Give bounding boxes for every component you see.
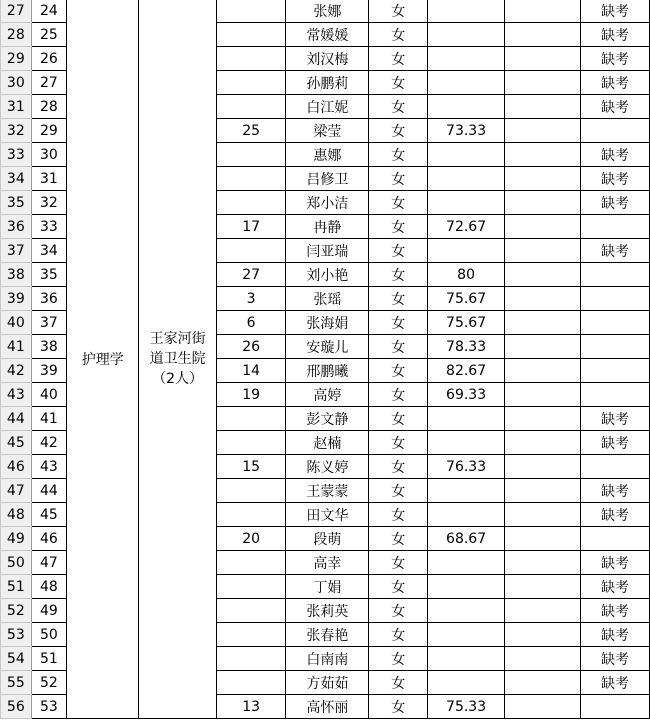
cell-number[interactable]: 29: [31, 119, 67, 143]
cell-note[interactable]: [581, 311, 650, 335]
unit-cell[interactable]: [139, 0, 216, 719]
cell-seq[interactable]: 26: [216, 335, 286, 359]
cell-name[interactable]: 孙鹏莉: [286, 71, 369, 95]
row-header[interactable]: 27: [1, 0, 32, 23]
cell-note[interactable]: 缺考: [581, 23, 650, 47]
cell-note[interactable]: 缺考: [581, 479, 650, 503]
cell-rank[interactable]: [505, 455, 581, 479]
table-row: [1, 0, 650, 23]
unit-line: （2人）: [152, 370, 204, 387]
cell-gender[interactable]: 女: [369, 479, 428, 503]
cell-name[interactable]: 惠娜: [286, 143, 369, 167]
row-header[interactable]: 43: [1, 383, 32, 407]
cell-gender[interactable]: 女: [369, 623, 428, 647]
cell-number[interactable]: 46: [31, 527, 67, 551]
cell-number[interactable]: 26: [31, 47, 67, 71]
cell-rank[interactable]: [505, 599, 581, 623]
cell-name[interactable]: 丁娟: [286, 575, 369, 599]
cell-note[interactable]: [581, 359, 650, 383]
row-header[interactable]: 36: [1, 215, 32, 239]
cell-rank[interactable]: [505, 239, 581, 263]
cell-score[interactable]: [428, 503, 505, 527]
cell-gender[interactable]: 女: [369, 647, 428, 671]
cell-number[interactable]: 40: [31, 383, 67, 407]
cell-name[interactable]: 梁莹: [286, 119, 369, 143]
cell-gender[interactable]: 女: [369, 47, 428, 71]
cell-score[interactable]: [428, 71, 505, 95]
cell-gender[interactable]: 女: [369, 575, 428, 599]
cell-number[interactable]: 31: [31, 167, 67, 191]
cell-name[interactable]: 白江妮: [286, 95, 369, 119]
cell-name[interactable]: 方茹茹: [286, 671, 369, 695]
cell-number[interactable]: 41: [31, 407, 67, 431]
cell-note[interactable]: 缺考: [581, 599, 650, 623]
cell-seq[interactable]: [216, 623, 286, 647]
cell-seq[interactable]: 20: [216, 527, 286, 551]
cell-number[interactable]: 52: [31, 671, 67, 695]
cell-rank[interactable]: [505, 167, 581, 191]
cell-score[interactable]: [428, 239, 505, 263]
cell-seq[interactable]: [216, 47, 286, 71]
cell-name[interactable]: 王蒙蒙: [286, 479, 369, 503]
cell-note[interactable]: 缺考: [581, 647, 650, 671]
cell-note[interactable]: 缺考: [581, 143, 650, 167]
cell-score[interactable]: [428, 47, 505, 71]
cell-score[interactable]: [428, 599, 505, 623]
cell-note[interactable]: [581, 695, 650, 719]
cell-seq[interactable]: 6: [216, 311, 286, 335]
cell-rank[interactable]: [505, 119, 581, 143]
cell-name[interactable]: 高幸: [286, 551, 369, 575]
cell-number[interactable]: 37: [31, 311, 67, 335]
cell-number[interactable]: 32: [31, 191, 67, 215]
cell-rank[interactable]: [505, 215, 581, 239]
cell-score[interactable]: [428, 143, 505, 167]
row-header[interactable]: 50: [1, 551, 32, 575]
cell-rank[interactable]: [505, 407, 581, 431]
cell-seq[interactable]: [216, 479, 286, 503]
cell-gender[interactable]: 女: [369, 287, 428, 311]
row-header[interactable]: 56: [1, 695, 32, 719]
cell-gender[interactable]: 女: [369, 119, 428, 143]
cell-gender[interactable]: 女: [369, 503, 428, 527]
cell-seq[interactable]: 25: [216, 119, 286, 143]
row-header[interactable]: 38: [1, 263, 32, 287]
row-header[interactable]: 39: [1, 287, 32, 311]
cell-rank[interactable]: [505, 695, 581, 719]
cell-name[interactable]: 刘汉梅: [286, 47, 369, 71]
cell-note[interactable]: [581, 263, 650, 287]
cell-name[interactable]: 张瑶: [286, 287, 369, 311]
cell-score[interactable]: 75.67: [428, 287, 505, 311]
row-header[interactable]: 33: [1, 143, 32, 167]
cell-number[interactable]: 30: [31, 143, 67, 167]
cell-gender[interactable]: 女: [369, 551, 428, 575]
cell-number[interactable]: 43: [31, 455, 67, 479]
cell-rank[interactable]: [505, 671, 581, 695]
cell-number[interactable]: 53: [31, 695, 67, 719]
major-cell[interactable]: 护理学: [67, 0, 139, 719]
cell-number[interactable]: 25: [31, 23, 67, 47]
cell-note[interactable]: 缺考: [581, 71, 650, 95]
cell-name[interactable]: 白南南: [286, 647, 369, 671]
cell-rank[interactable]: [505, 191, 581, 215]
cell-name[interactable]: 张莉英: [286, 599, 369, 623]
cell-seq[interactable]: 19: [216, 383, 286, 407]
cell-gender[interactable]: 女: [369, 695, 428, 719]
cell-name[interactable]: 张春艳: [286, 623, 369, 647]
cell-score[interactable]: 75.67: [428, 311, 505, 335]
cell-number[interactable]: 36: [31, 287, 67, 311]
cell-number[interactable]: 45: [31, 503, 67, 527]
cell-note[interactable]: 缺考: [581, 0, 650, 23]
cell-seq[interactable]: [216, 503, 286, 527]
cell-name[interactable]: 安璇儿: [286, 335, 369, 359]
cell-seq[interactable]: 13: [216, 695, 286, 719]
cell-gender[interactable]: 女: [369, 143, 428, 167]
cell-seq[interactable]: 27: [216, 263, 286, 287]
cell-gender[interactable]: 女: [369, 239, 428, 263]
row-header[interactable]: 45: [1, 431, 32, 455]
row-header[interactable]: 46: [1, 455, 32, 479]
cell-rank[interactable]: [505, 47, 581, 71]
cell-note[interactable]: [581, 455, 650, 479]
cell-seq[interactable]: [216, 0, 286, 23]
cell-rank[interactable]: [505, 503, 581, 527]
cell-rank[interactable]: [505, 311, 581, 335]
cell-gender[interactable]: 女: [369, 263, 428, 287]
cell-name[interactable]: 冉静: [286, 215, 369, 239]
cell-gender[interactable]: 女: [369, 71, 428, 95]
cell-note[interactable]: 缺考: [581, 95, 650, 119]
cell-gender[interactable]: 女: [369, 383, 428, 407]
cell-name[interactable]: 邢鹏曦: [286, 359, 369, 383]
cell-note[interactable]: 缺考: [581, 575, 650, 599]
cell-gender[interactable]: 女: [369, 215, 428, 239]
cell-number[interactable]: 35: [31, 263, 67, 287]
row-header[interactable]: 29: [1, 47, 32, 71]
cell-name[interactable]: 郑小洁: [286, 191, 369, 215]
cell-note[interactable]: [581, 215, 650, 239]
cell-seq[interactable]: [216, 575, 286, 599]
cell-note[interactable]: [581, 527, 650, 551]
cell-name[interactable]: 田文华: [286, 503, 369, 527]
cell-rank[interactable]: [505, 623, 581, 647]
cell-note[interactable]: 缺考: [581, 239, 650, 263]
cell-gender[interactable]: 女: [369, 167, 428, 191]
cell-seq[interactable]: 14: [216, 359, 286, 383]
cell-number[interactable]: 51: [31, 647, 67, 671]
cell-rank[interactable]: [505, 575, 581, 599]
cell-gender[interactable]: 女: [369, 527, 428, 551]
cell-note[interactable]: 缺考: [581, 671, 650, 695]
unit-line: 道卫生院: [149, 350, 206, 367]
cell-note[interactable]: 缺考: [581, 407, 650, 431]
cell-score[interactable]: [428, 95, 505, 119]
cell-rank[interactable]: [505, 383, 581, 407]
cell-number[interactable]: 28: [31, 95, 67, 119]
cell-note[interactable]: [581, 335, 650, 359]
cell-rank[interactable]: [505, 335, 581, 359]
cell-number[interactable]: 42: [31, 431, 67, 455]
cell-rank[interactable]: [505, 479, 581, 503]
cell-score[interactable]: 69.33: [428, 383, 505, 407]
cell-seq[interactable]: [216, 407, 286, 431]
cell-rank[interactable]: [505, 287, 581, 311]
cell-name[interactable]: 闫亚瑞: [286, 239, 369, 263]
cell-name[interactable]: 彭文静: [286, 407, 369, 431]
row-header[interactable]: 35: [1, 191, 32, 215]
row-header[interactable]: 31: [1, 95, 32, 119]
cell-rank[interactable]: [505, 431, 581, 455]
cell-note[interactable]: 缺考: [581, 551, 650, 575]
cell-number[interactable]: 50: [31, 623, 67, 647]
cell-seq[interactable]: [216, 95, 286, 119]
row-header[interactable]: 34: [1, 167, 32, 191]
cell-seq[interactable]: [216, 191, 286, 215]
cell-seq[interactable]: [216, 143, 286, 167]
cell-seq[interactable]: [216, 239, 286, 263]
row-header[interactable]: 28: [1, 23, 32, 47]
cell-score[interactable]: 72.67: [428, 215, 505, 239]
cell-score[interactable]: 78.33: [428, 335, 505, 359]
table-body: [1, 0, 650, 719]
cell-name[interactable]: 吕修卫: [286, 167, 369, 191]
cell-gender[interactable]: 女: [369, 23, 428, 47]
cell-note[interactable]: 缺考: [581, 623, 650, 647]
cell-score[interactable]: [428, 407, 505, 431]
cell-seq[interactable]: 15: [216, 455, 286, 479]
row-header[interactable]: 48: [1, 503, 32, 527]
row-header[interactable]: 51: [1, 575, 32, 599]
cell-score[interactable]: [428, 671, 505, 695]
row-header[interactable]: 53: [1, 623, 32, 647]
cell-number[interactable]: 48: [31, 575, 67, 599]
cell-note[interactable]: [581, 119, 650, 143]
cell-score[interactable]: [428, 167, 505, 191]
cell-name[interactable]: 赵楠: [286, 431, 369, 455]
cell-score[interactable]: 76.33: [428, 455, 505, 479]
cell-score[interactable]: 80: [428, 263, 505, 287]
cell-score[interactable]: [428, 431, 505, 455]
cell-score[interactable]: 75.33: [428, 695, 505, 719]
cell-seq[interactable]: [216, 599, 286, 623]
cell-name[interactable]: 刘小艳: [286, 263, 369, 287]
cell-note[interactable]: 缺考: [581, 167, 650, 191]
cell-gender[interactable]: 女: [369, 0, 428, 23]
cell-name[interactable]: 高怀丽: [286, 695, 369, 719]
cell-number[interactable]: 49: [31, 599, 67, 623]
cell-seq[interactable]: [216, 431, 286, 455]
cell-rank[interactable]: [505, 263, 581, 287]
cell-rank[interactable]: [505, 527, 581, 551]
cell-score[interactable]: [428, 647, 505, 671]
row-header[interactable]: 42: [1, 359, 32, 383]
row-header[interactable]: 55: [1, 671, 32, 695]
cell-gender[interactable]: 女: [369, 311, 428, 335]
cell-score[interactable]: [428, 23, 505, 47]
cell-number[interactable]: 39: [31, 359, 67, 383]
cell-note[interactable]: 缺考: [581, 191, 650, 215]
cell-rank[interactable]: [505, 359, 581, 383]
cell-score[interactable]: [428, 551, 505, 575]
row-header[interactable]: 47: [1, 479, 32, 503]
cell-rank[interactable]: [505, 0, 581, 23]
row-header[interactable]: 40: [1, 311, 32, 335]
cell-name[interactable]: 张海娟: [286, 311, 369, 335]
cell-number[interactable]: 33: [31, 215, 67, 239]
row-header[interactable]: 41: [1, 335, 32, 359]
cell-note[interactable]: 缺考: [581, 431, 650, 455]
cell-seq[interactable]: [216, 167, 286, 191]
cell-number[interactable]: 34: [31, 239, 67, 263]
row-header[interactable]: 44: [1, 407, 32, 431]
cell-score[interactable]: [428, 479, 505, 503]
cell-gender[interactable]: 女: [369, 431, 428, 455]
cell-gender[interactable]: 女: [369, 671, 428, 695]
cell-name[interactable]: 高婷: [286, 383, 369, 407]
cell-seq[interactable]: [216, 671, 286, 695]
cell-score[interactable]: 82.67: [428, 359, 505, 383]
cell-seq[interactable]: 3: [216, 287, 286, 311]
cell-seq[interactable]: [216, 551, 286, 575]
cell-seq[interactable]: [216, 71, 286, 95]
cell-note[interactable]: 缺考: [581, 503, 650, 527]
cell-number[interactable]: 27: [31, 71, 67, 95]
cell-number[interactable]: 44: [31, 479, 67, 503]
cell-number[interactable]: 38: [31, 335, 67, 359]
cell-score[interactable]: [428, 0, 505, 23]
cell-name[interactable]: 段萌: [286, 527, 369, 551]
cell-score[interactable]: 73.33: [428, 119, 505, 143]
cell-name[interactable]: 张娜: [286, 0, 369, 23]
cell-number[interactable]: 47: [31, 551, 67, 575]
cell-gender[interactable]: 女: [369, 407, 428, 431]
cell-rank[interactable]: [505, 647, 581, 671]
cell-gender[interactable]: 女: [369, 335, 428, 359]
cell-note[interactable]: [581, 287, 650, 311]
cell-rank[interactable]: [505, 143, 581, 167]
cell-rank[interactable]: [505, 95, 581, 119]
unit-line: 王家河街: [149, 330, 206, 347]
cell-gender[interactable]: 女: [369, 455, 428, 479]
cell-gender[interactable]: 女: [369, 359, 428, 383]
cell-seq[interactable]: [216, 23, 286, 47]
cell-rank[interactable]: [505, 71, 581, 95]
cell-score[interactable]: [428, 623, 505, 647]
cell-gender[interactable]: 女: [369, 599, 428, 623]
cell-number[interactable]: 24: [31, 0, 67, 23]
row-header[interactable]: 32: [1, 119, 32, 143]
cell-score[interactable]: [428, 191, 505, 215]
row-header[interactable]: 30: [1, 71, 32, 95]
row-header[interactable]: 37: [1, 239, 32, 263]
cell-rank[interactable]: [505, 23, 581, 47]
cell-note[interactable]: [581, 383, 650, 407]
cell-score[interactable]: 68.67: [428, 527, 505, 551]
row-header[interactable]: 49: [1, 527, 32, 551]
cell-name[interactable]: 陈义婷: [286, 455, 369, 479]
cell-seq[interactable]: [216, 647, 286, 671]
cell-gender[interactable]: 女: [369, 95, 428, 119]
row-header[interactable]: 52: [1, 599, 32, 623]
row-header[interactable]: 54: [1, 647, 32, 671]
cell-gender[interactable]: 女: [369, 191, 428, 215]
cell-name[interactable]: 常媛媛: [286, 23, 369, 47]
cell-seq[interactable]: 17: [216, 215, 286, 239]
cell-note[interactable]: 缺考: [581, 47, 650, 71]
cell-rank[interactable]: [505, 551, 581, 575]
cell-score[interactable]: [428, 575, 505, 599]
